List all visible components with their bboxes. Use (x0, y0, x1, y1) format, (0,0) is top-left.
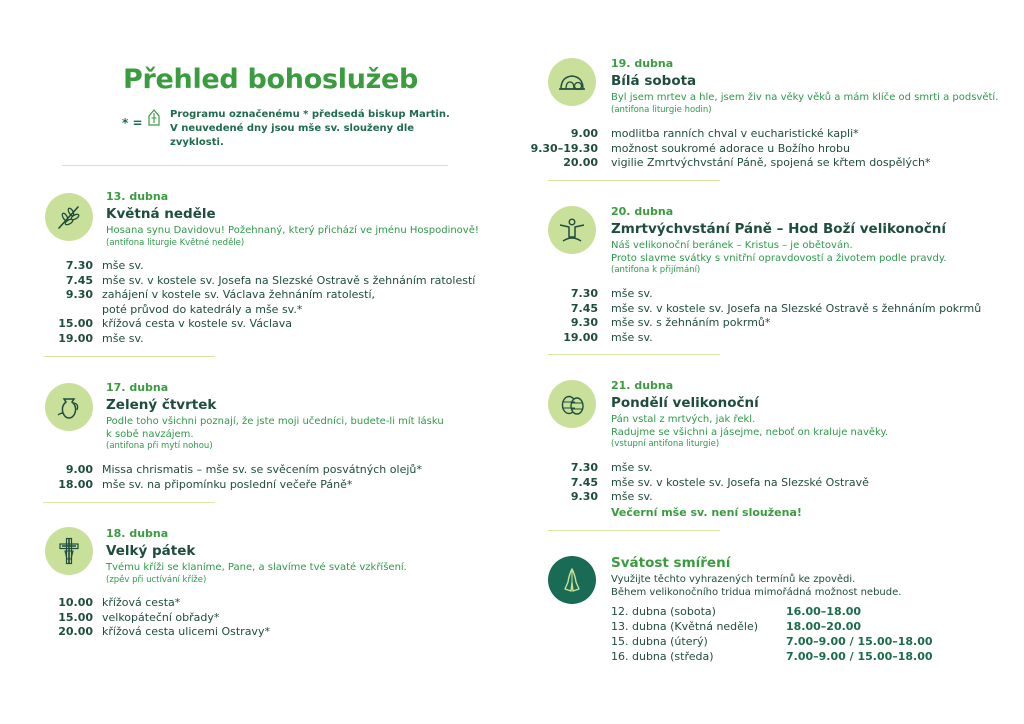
section-date: 18. dubna (106, 527, 169, 540)
schedule-row (40, 274, 500, 289)
schedule-desc: mše sv. v kostele sv. Josefa na Slezské Ostravě s žehnáním ratolestí (102, 273, 476, 287)
olive-branch-icon (45, 193, 93, 241)
schedule-desc: mše sv. (611, 330, 653, 344)
divider (62, 165, 448, 166)
section-name: Velký pátek (106, 543, 196, 559)
section-name: Bílá sobota (611, 73, 697, 89)
good-friday-header (106, 527, 506, 586)
schedule-time: 9.30 (570, 316, 598, 330)
schedule-time (40, 303, 93, 318)
divider (548, 354, 720, 355)
schedule-time: 19.00 (563, 330, 598, 344)
praying-hands-icon (548, 556, 596, 604)
section-date: 17. dubna (106, 381, 169, 394)
schedule-desc: mše sv. v kostele sv. Josefa na Slezské Ostravě s žehnáním pokrmů (611, 301, 982, 315)
good-friday-schedule (40, 596, 500, 640)
schedule-row (545, 490, 1015, 505)
confession-row (611, 649, 1011, 664)
schedule-row (40, 596, 500, 611)
evening-mass-note: Večerní mše sv. není sloužena! (611, 506, 802, 519)
divider (548, 180, 720, 181)
section-date: 20. dubna (611, 205, 674, 218)
divider (548, 530, 720, 531)
schedule-row (40, 317, 500, 332)
quote-line: Podle toho všichni poznají, že jste moji učedníci, budete-li mít lásku (106, 416, 444, 427)
easter-monday-header (611, 379, 1021, 450)
schedule-desc: mše sv. na připomínku poslední večeře Páně* (102, 477, 353, 491)
legend-line-1: Programu označenému * předsedá biskup Martin. (170, 109, 450, 120)
section-name: Zmrtvýchvstání Páně – Hod Boží velikonoční (611, 221, 946, 237)
schedule-desc: modlitba ranních chval v eucharistické kapli* (611, 127, 859, 140)
holy-thursday-header (106, 381, 506, 452)
schedule-row (530, 127, 1010, 142)
schedule-row (40, 625, 500, 640)
schedule-row (40, 303, 500, 318)
schedule-desc: křížová cesta* (102, 596, 181, 609)
schedule-time: 7.45 (570, 475, 598, 489)
confession-header (611, 553, 1021, 599)
schedule-desc: mše sv. (611, 490, 653, 504)
section-source: (antifona liturgie Květné neděle) (106, 237, 245, 248)
page-title: Přehled bohoslužeb (123, 64, 419, 95)
section-source: (antifona při mytí nohou) (106, 441, 213, 451)
easter-monday-schedule (545, 461, 1015, 505)
schedule-desc: poté průvod do katedrály a mše sv.* (102, 302, 303, 316)
schedule-row (545, 287, 1015, 302)
easter-sunday-header (611, 205, 1021, 276)
holy-thursday-schedule (40, 463, 500, 492)
quote-line: Náš velikonoční beránek – Kristus – je obětován. (611, 240, 853, 251)
schedule-row (545, 461, 1015, 476)
schedule-time: 7.30 (570, 461, 598, 474)
palm-sunday-schedule (40, 259, 500, 347)
easter-egg-icon (548, 380, 596, 428)
quote-line: k sobě navzájem. (106, 428, 194, 440)
schedule-desc: zahájení v kostele sv. Václava žehnáním ratolestí, (102, 288, 375, 302)
confession-schedule (611, 604, 1011, 664)
schedule-time: 20.00 (563, 156, 598, 170)
section-quote (106, 416, 506, 441)
confession-row (611, 634, 1011, 649)
schedule-desc: mše sv. (102, 259, 144, 272)
schedule-time: 15.00 (58, 610, 93, 624)
schedule-desc: křížová cesta ulicemi Ostravy* (102, 625, 270, 639)
section-quote (611, 240, 1021, 265)
risen-christ-icon (548, 206, 596, 254)
schedule-row (40, 332, 500, 347)
section-date: 19. dubna (611, 57, 674, 70)
confession-row (611, 619, 1011, 634)
section-quote: Byl jsem mrtev a hle, jsem živ na věky věků a mám klíče od smrti a podsvětí. (611, 92, 999, 103)
schedule-desc: možnost soukromé adorace u Božího hrobu (611, 141, 850, 155)
schedule-desc: křížová cesta v kostele sv. Václava (102, 317, 293, 331)
schedule-desc: mše sv. (611, 287, 653, 300)
schedule-time: 9.00 (570, 127, 598, 140)
confession-day: 13. dubna (Květná neděle) (611, 620, 759, 633)
section-quote: Hosana synu Davidovu! Požehnaný, který přichází ve jménu Hospodinově! (106, 225, 479, 236)
confession-time: 7.00–9.00 / 15.00–18.00 (786, 635, 933, 648)
divider (43, 356, 215, 357)
schedule-desc: velkopáteční obřady* (102, 610, 220, 624)
schedule-row (530, 156, 1010, 171)
legend-star: * = (122, 116, 143, 130)
divider (43, 502, 215, 503)
section-name: Pondělí velikonoční (611, 395, 759, 411)
section-name: Květná neděle (106, 206, 216, 222)
schedule-time: 9.00 (65, 463, 93, 476)
confession-time: 16.00–18.00 (786, 605, 862, 618)
schedule-time: 18.00 (58, 477, 93, 491)
quote-line: Proto slavme svátky s vnitřní opravdovostí a životem podle pravdy. (611, 252, 947, 264)
schedule-row (40, 463, 500, 478)
schedule-time: 9.30 (570, 490, 598, 504)
schedule-time: 7.30 (65, 259, 93, 272)
jug-icon (45, 383, 93, 431)
holy-saturday-header (611, 57, 1021, 116)
schedule-time: 7.30 (570, 287, 598, 300)
section-source: (zpěv při uctívání kříže) (106, 574, 207, 585)
section-source: (antifona liturgie hodin) (611, 104, 712, 115)
schedule-time: 7.45 (65, 273, 93, 287)
legend (122, 108, 482, 148)
schedule-row (545, 302, 1015, 317)
section-date: 13. dubna (106, 190, 169, 203)
mitre-icon (147, 109, 161, 127)
schedule-row (545, 316, 1015, 331)
palm-sunday-header (106, 190, 506, 249)
schedule-time: 20.00 (58, 625, 93, 639)
quote-line: Pán vstal z mrtvých, jak řekl. (611, 414, 756, 425)
schedule-row (40, 478, 500, 493)
schedule-time: 7.45 (570, 301, 598, 315)
schedule-time: 10.00 (58, 596, 93, 609)
confession-day: 15. dubna (úterý) (611, 635, 708, 648)
confession-line-1: Využijte těchto vyhrazených termínů ke zpovědi. (611, 574, 856, 585)
schedule-row (545, 476, 1015, 491)
holy-saturday-schedule (530, 127, 1010, 171)
schedule-desc: mše sv. s žehnáním pokrmů* (611, 316, 771, 330)
quote-line: Radujme se všichni a jásejme, neboť on kraluje navěky. (611, 426, 889, 438)
confession-time: 7.00–9.00 / 15.00–18.00 (786, 650, 933, 663)
crucifix-icon (45, 527, 93, 575)
schedule-row (530, 142, 1010, 157)
schedule-row (40, 259, 500, 274)
schedule-time: 9.30 (65, 288, 93, 302)
section-quote (611, 414, 1021, 439)
confession-line-2: Během velikonočního tridua mimořádná možnost nebude. (611, 587, 902, 598)
legend-line-2: V neuvedené dny jsou mše sv. slouženy dle zvyklosti. (170, 123, 415, 148)
schedule-desc: mše sv. (611, 461, 653, 474)
empty-tomb-icon (548, 58, 596, 106)
easter-sunday-schedule (545, 287, 1015, 345)
confession-day: 16. dubna (středa) (611, 650, 714, 663)
schedule-time: 15.00 (58, 317, 93, 331)
schedule-desc: Missa chrismatis – mše sv. se svěcením posvátných olejů* (102, 463, 422, 476)
schedule-time: 19.00 (58, 331, 93, 345)
confession-row (611, 604, 1011, 619)
schedule-row (545, 331, 1015, 346)
schedule-row (40, 611, 500, 626)
section-source: (antifona k přijímání) (611, 265, 701, 275)
section-name: Svátost smíření (611, 555, 731, 571)
schedule-desc: mše sv. (102, 331, 144, 345)
section-date: 21. dubna (611, 379, 674, 392)
section-source: (vstupní antifona liturgie) (611, 439, 720, 449)
schedule-desc: vigilie Zmrtvýchvstání Páně, spojená se křtem dospělých* (611, 156, 931, 170)
schedule-time: 9.30–19.30 (530, 141, 598, 155)
confession-day: 12. dubna (sobota) (611, 605, 716, 618)
section-quote: Tvému kříži se klaníme, Pane, a slavíme tvé svaté vzkříšení. (106, 562, 407, 573)
schedule-row (40, 288, 500, 303)
section-name: Zelený čtvrtek (106, 397, 217, 413)
schedule-desc: mše sv. v kostele sv. Josefa na Slezské Ostravě (611, 475, 869, 489)
confession-time: 18.00–20.00 (786, 620, 862, 633)
